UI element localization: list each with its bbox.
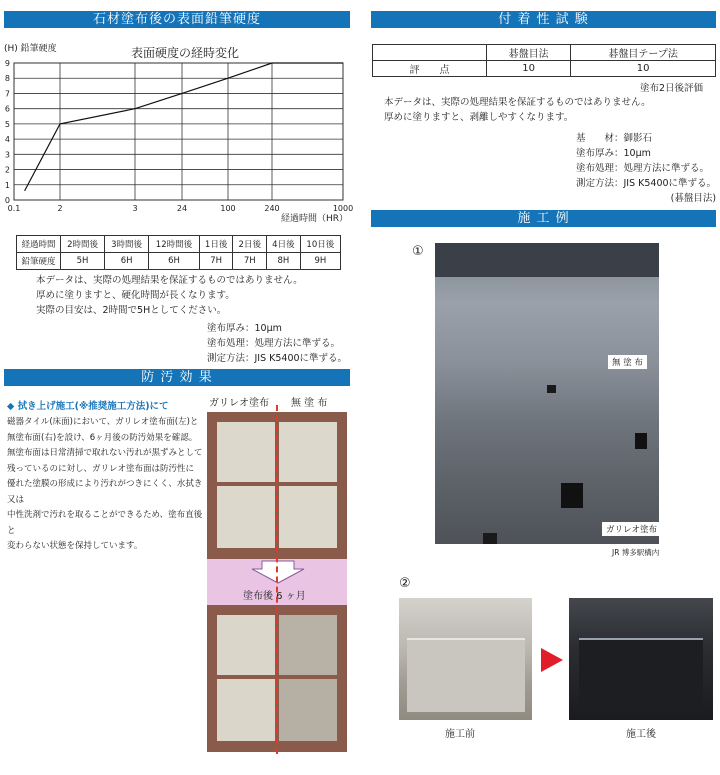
x-tick-label: 24: [176, 204, 188, 213]
table-cell: 1日後: [199, 236, 233, 253]
chart-title: 表面硬度の経時変化: [130, 46, 240, 60]
table-cell: 碁盤目テープ法: [571, 45, 716, 61]
y-tick-label: 4: [4, 135, 10, 145]
table-cell: 5H: [61, 253, 105, 270]
note-line: 本データは、実際の処理結果を保証するものではありません。: [384, 97, 651, 108]
table-row-label: 評 点: [373, 61, 487, 77]
floor-tile-dark: [635, 433, 647, 449]
table-cell: 碁盤目法: [487, 45, 571, 61]
table-cell: 7H: [233, 253, 267, 270]
adhesion-notes: [384, 95, 651, 125]
body-line: 優れた塗膜の形成により汚れがつきにくく、水拭き又は: [7, 479, 203, 505]
table-row: [373, 61, 716, 77]
before-photo: [399, 598, 532, 720]
chart-ylabel: (H) 鉛筆硬度: [4, 44, 57, 54]
station-floor-photo: [435, 243, 659, 544]
table-header-label: 経過時間: [17, 236, 61, 253]
note-line: 実際の目安は、2時間で5Hとしてください。: [36, 305, 227, 316]
hardness-notes: [36, 273, 303, 318]
tile: [217, 486, 275, 548]
y-tick-label: 8: [4, 74, 10, 84]
table-cell: 10日後: [300, 236, 340, 253]
adhesion-banner: 付 着 性 試 験: [371, 11, 716, 28]
tile: [279, 679, 337, 741]
x-tick-label: 1000: [332, 204, 354, 213]
caption-before: 施工前: [445, 729, 475, 740]
adhesion-table: [372, 44, 716, 77]
stain-label-right: 無 塗 布: [291, 398, 328, 409]
hardness-specs: [207, 321, 347, 366]
tile: [217, 615, 275, 675]
spec-line: (碁盤目法): [670, 193, 717, 204]
table-row: [17, 236, 341, 253]
tile: [217, 422, 275, 482]
table-row-label: 鉛筆硬度: [17, 253, 61, 270]
spec-line: 塗布厚み：10μm: [576, 148, 651, 159]
after-photo: [569, 598, 713, 720]
chart-xlabel: 経過時間（HR）: [280, 214, 348, 224]
table-cell: 10: [487, 61, 571, 77]
stain-label-left: ガリレオ塗布: [209, 398, 269, 409]
table-cell: [373, 45, 487, 61]
table-cell: 12時間後: [149, 236, 200, 253]
body-line: 磁器タイル(床面)において、ガリレオ塗布面(左)と: [7, 417, 199, 427]
y-tick-label: 9: [4, 59, 10, 68]
table-cell: 10: [571, 61, 716, 77]
caption-hakata: JR 博多駅構内: [612, 548, 660, 557]
note-line: 本データは、実際の処理結果を保証するものではありません。: [36, 275, 303, 286]
floor-tile-dark: [547, 385, 556, 393]
stain-banner: 防 汚 効 果: [4, 369, 350, 386]
down-arrow-icon: [250, 560, 306, 584]
y-tick-label: 3: [4, 150, 10, 160]
x-tick-label: 3: [132, 204, 138, 213]
floor-tile-dark: [483, 533, 497, 544]
x-tick-label: 100: [220, 204, 236, 213]
arrow-right-icon: [541, 648, 563, 672]
y-tick-label: 2: [4, 165, 10, 175]
body-line: 残っているのに対し、ガリレオ塗布面は防汚性に: [7, 463, 195, 474]
hardness-table: [16, 235, 341, 270]
table-cell: 6H: [149, 253, 200, 270]
x-tick-label: 240: [264, 204, 280, 213]
spec-line: 測定方法：JIS K5400に準ずる。: [576, 178, 717, 189]
table-row: [373, 45, 716, 61]
label-uncoated: 無 塗 布: [608, 355, 647, 369]
divider-line: [276, 405, 278, 754]
adhesion-eval-note: 塗布2日後評価: [640, 83, 704, 94]
spec-line: 塗布処理：処理方法に準ずる。: [576, 163, 710, 174]
spec-line: 測定方法：JIS K5400に準ずる。: [207, 353, 348, 364]
spec-line: 塗布処理：処理方法に準ずる。: [207, 338, 341, 349]
table-cell: 6H: [105, 253, 149, 270]
table-cell: 2時間後: [61, 236, 105, 253]
body-line: 無塗布面(右)を設け、6ヶ月後の防汚効果を確認。: [7, 432, 198, 443]
stain-body: [7, 415, 204, 555]
stain-subtitle: ◆ 拭き上げ施工(※推奨施工方法)にて: [7, 401, 169, 412]
caption-after: 施工後: [626, 729, 656, 740]
x-tick-label: 0.1: [7, 204, 21, 213]
y-tick-label: 6: [4, 104, 10, 114]
hardness-banner: 石材塗布後の表面鉛筆硬度: [4, 11, 350, 28]
table-cell: 2日後: [233, 236, 267, 253]
stain-label-after: 塗布後 6 ヶ月: [243, 591, 306, 602]
ceiling: [435, 243, 659, 277]
table-cell: 7H: [199, 253, 233, 270]
body-line: 変わらない状態を保持しています。: [7, 541, 143, 551]
tile: [279, 422, 337, 482]
adhesion-specs: [576, 131, 716, 206]
tile: [217, 679, 275, 741]
x-tick-label: 2: [57, 204, 63, 213]
examples-banner: 施 工 例: [371, 210, 716, 227]
table-row: [17, 253, 341, 270]
table-cell: 4日後: [267, 236, 301, 253]
example-number-2: ②: [399, 576, 411, 591]
tile: [279, 615, 337, 675]
table-cell: 3時間後: [105, 236, 149, 253]
body-line: 中性洗剤で汚れを取ることができるため、塗布直後と: [7, 510, 203, 536]
example-number-1: ①: [412, 244, 424, 259]
label-coated: ガリレオ塗布: [602, 522, 661, 536]
stone-block: [579, 638, 703, 712]
floor-tile-dark: [561, 483, 583, 508]
hardness-chart: [0, 30, 356, 230]
plot-frame: [14, 63, 343, 200]
body-line: 無塗布面は日常清掃で取れない汚れが黒ずみとして: [7, 448, 203, 458]
stone-block: [407, 638, 525, 712]
spec-line: 塗布厚み：10μm: [207, 323, 282, 334]
table-cell: 9H: [300, 253, 340, 270]
tile: [279, 486, 337, 548]
y-tick-label: 7: [4, 89, 10, 99]
note-line: 厚めに塗りますと、剥離しやすくなります。: [384, 112, 574, 123]
spec-line: 基 材：御影石: [576, 133, 653, 144]
y-tick-label: 5: [4, 119, 10, 129]
note-line: 厚めに塗りますと、硬化時間が長くなります。: [36, 290, 235, 301]
table-cell: 8H: [267, 253, 301, 270]
hardness-series-line: [25, 63, 343, 191]
y-tick-label: 1: [4, 180, 10, 190]
y-tick-label: 0: [4, 196, 10, 205]
